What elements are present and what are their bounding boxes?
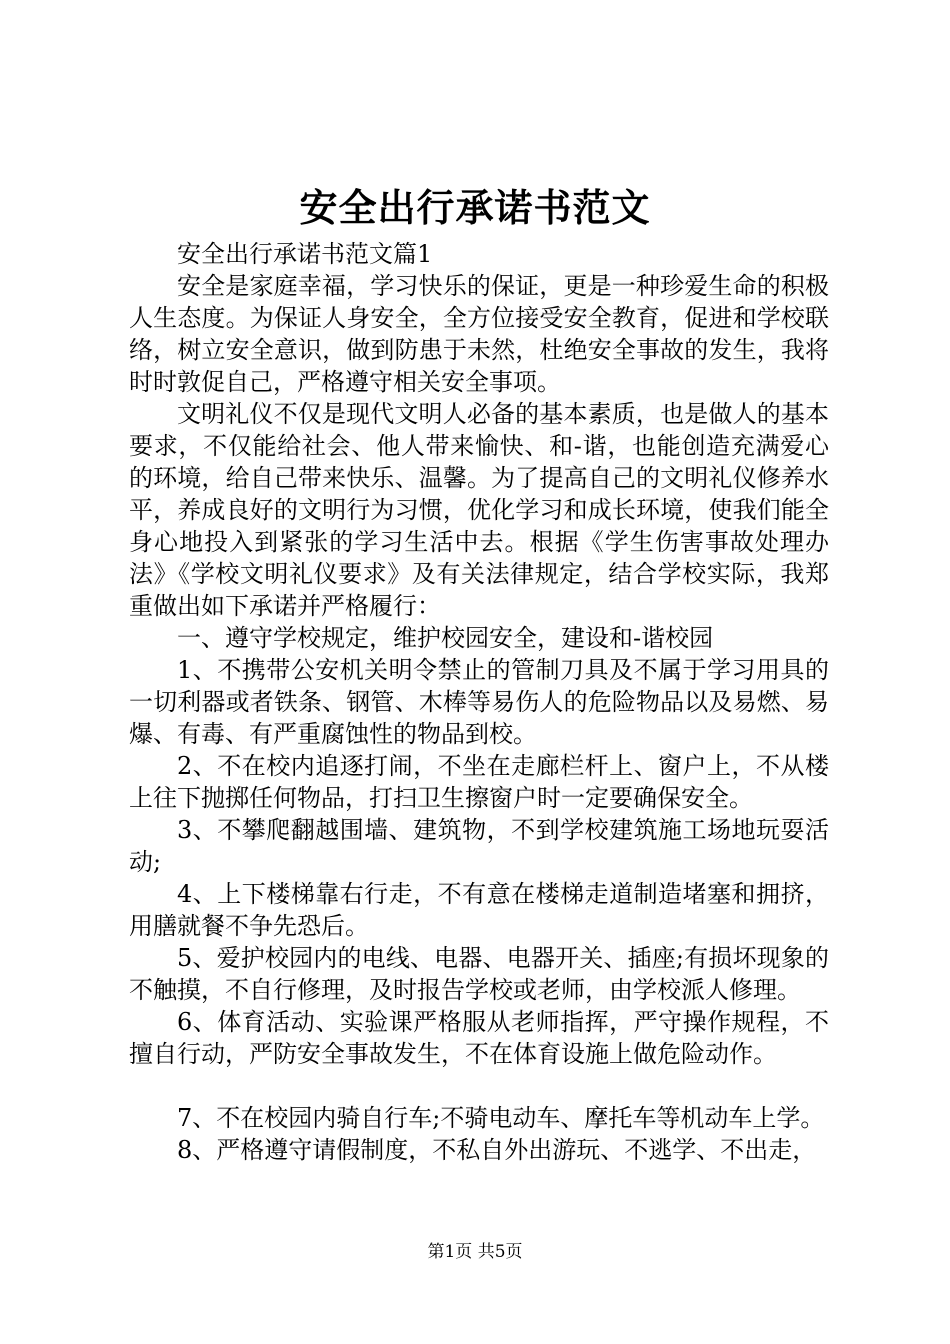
- paragraph-etiquette: 文明礼仪不仅是现代文明人必备的基本素质，也是做人的基本要求，不仅能给社会、他人带来愉快、和-谐，也能创造充满爱心的环境，给自己带来快乐、温馨。为了提高自己的文明礼仪修养水平，养成良好的文明行为习惯，优化学习和成长环境，使我们能全身心地投入到紧张的学习生活中去。根据《学生伤害事故处理办法》《学校文明礼仪要求》及有关法律规定，结合学校实际，我郑重做出如下承诺并严格履行：: [129, 400, 829, 620]
- paragraph-intro: 安全是家庭幸福，学习快乐的保证，更是一种珍爱生命的积极人生态度。为保证人身安全，全方位接受安全教育，促进和学校联络，树立安全意识，做到防患于未然，杜绝安全事故的发生，我将时时敦促自己，严格遵守相关安全事项。: [129, 272, 829, 396]
- paragraph-item-3: 3、不攀爬翻越围墙、建筑物，不到学校建筑施工场地玩耍活动;: [129, 816, 829, 876]
- page-number-footer: 第1页 共5页: [427, 1242, 523, 1262]
- paragraph-item-8: 8、严格遵守请假制度，不私自外出游玩、不逃学、不出走，: [177, 1136, 817, 1164]
- paragraph-item-6: 6、体育活动、实验课严格服从老师指挥，严守操作规程，不擅自行动，严防安全事故发生，不在体育设施上做危险动作。: [129, 1008, 829, 1068]
- paragraph-item-2: 2、不在校内追逐打闹，不坐在走廊栏杆上、窗户上，不从楼上往下抛掷任何物品，打扫卫生擦窗户时一定要确保安全。: [129, 752, 829, 812]
- paragraph-heading-one: 一、遵守学校规定，维护校园安全，建设和-谐校园: [177, 624, 714, 652]
- paragraph-item-1: 1、不携带公安机关明令禁止的管制刀具及不属于学习用具的一切利器或者铁条、钢管、木棒等易伤人的危险物品以及易燃、易爆、有毒、有严重腐蚀性的物品到校。: [129, 656, 829, 748]
- document-title: 安全出行承诺书范文: [299, 185, 651, 230]
- paragraph-item-4: 4、上下楼梯靠右行走，不有意在楼梯走道制造堵塞和拥挤，用膳就餐不争先恐后。: [129, 880, 829, 940]
- section-heading: 安全出行承诺书范文篇1: [177, 240, 433, 268]
- document-body: [129, 238, 829, 1166]
- paragraph-item-5: 5、爱护校园内的电线、电器、电器开关、插座;有损坏现象的不触摸，不自行修理，及时报告学校或老师，由学校派人修理。: [129, 944, 829, 1004]
- paragraph-item-7: 7、不在校园内骑自行车;不骑电动车、摩托车等机动车上学。: [177, 1104, 825, 1132]
